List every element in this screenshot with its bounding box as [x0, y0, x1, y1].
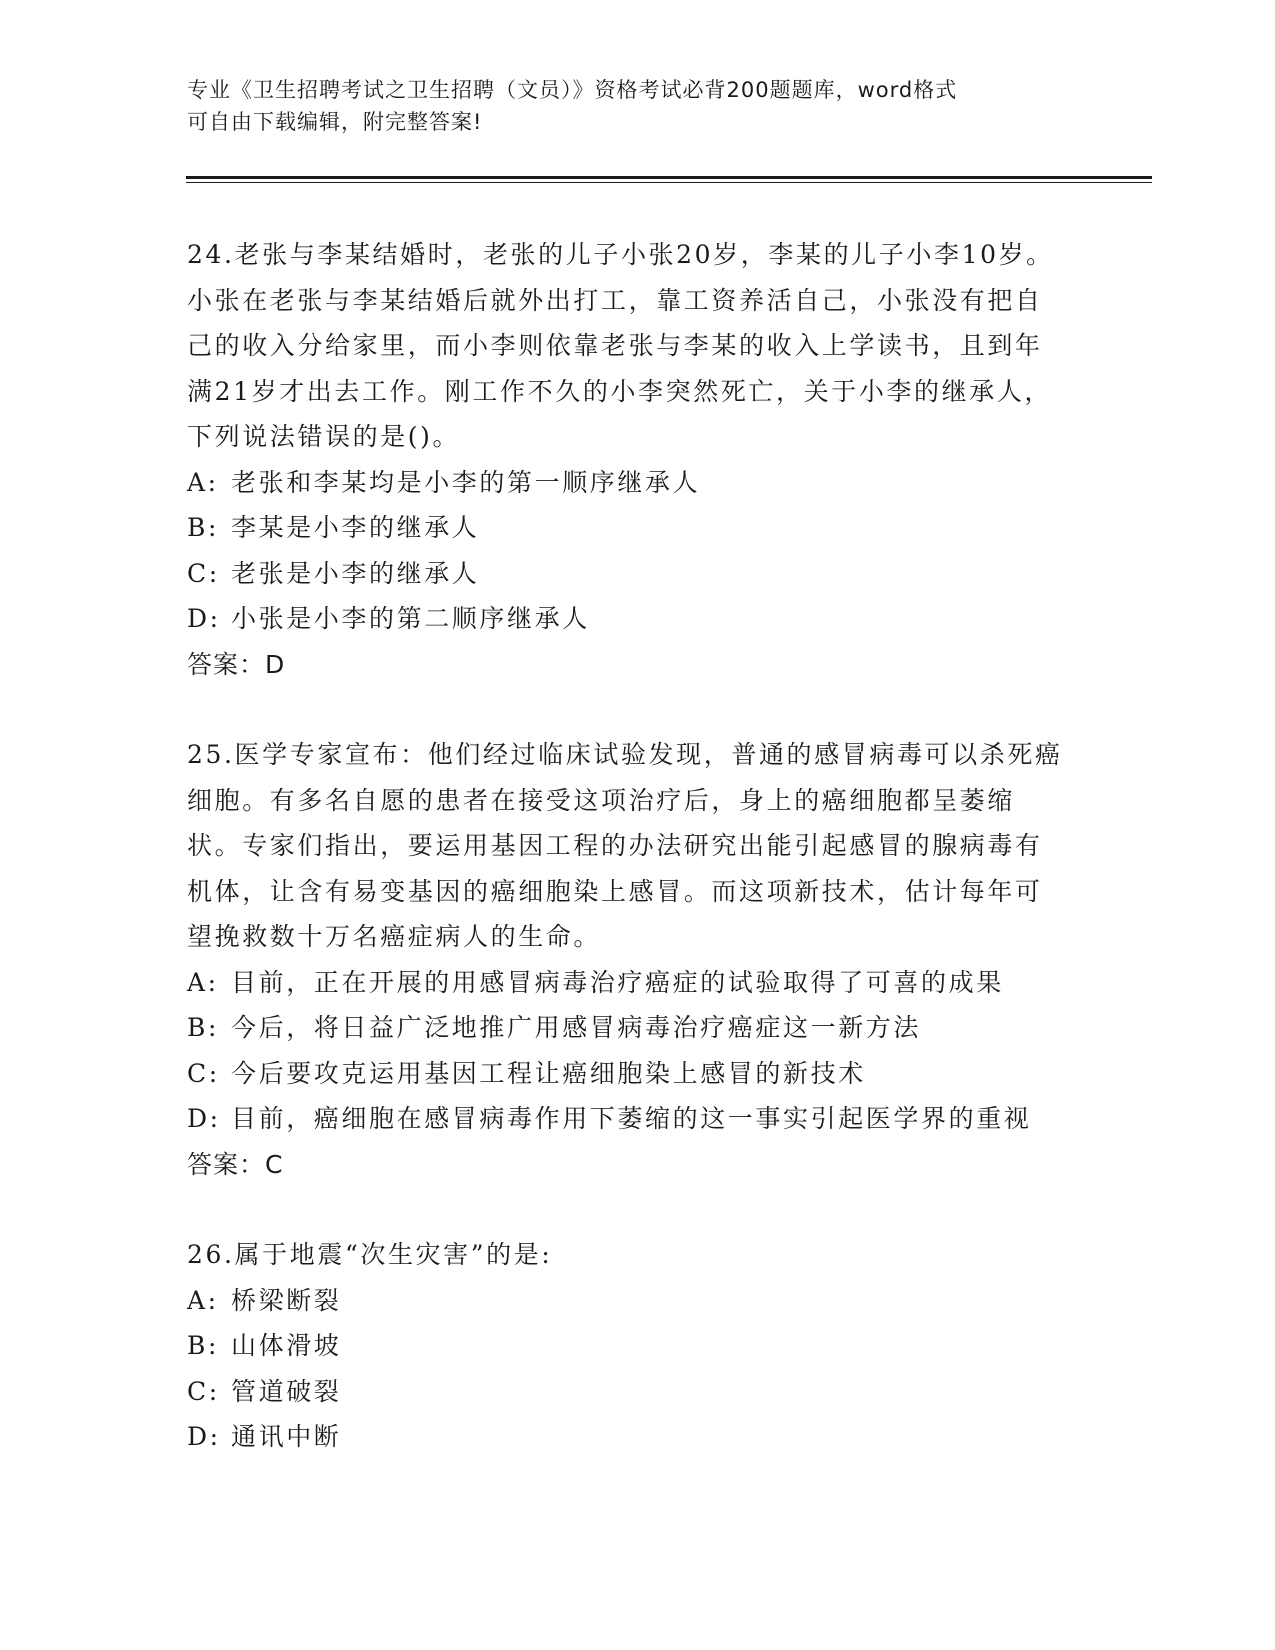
option-letter: B: — [187, 513, 219, 542]
header-divider-thick — [186, 176, 1152, 179]
header-line-2: 可自由下载编辑，附完整答案! — [187, 110, 483, 134]
option-c — [187, 551, 1067, 597]
option-letter: B: — [187, 1013, 219, 1042]
question-26 — [187, 1232, 1067, 1460]
header-divider-thin — [186, 182, 1152, 183]
option-letter: C: — [187, 1376, 220, 1406]
option-a — [187, 460, 1067, 506]
option-a — [187, 1278, 1067, 1324]
option-b — [187, 505, 1067, 551]
option-c — [187, 1051, 1067, 1097]
option-letter: A: — [187, 467, 219, 497]
option-text: 李某是小李的继承人 — [231, 513, 480, 542]
question-stem: 25.医学专家宣布：他们经过临床试验发现，普通的感冒病毒可以杀死癌细胞。有多名自愿的患者在接受这项治疗后，身上的癌细胞都呈萎缩状。专家们指出，要运用基因工程的办法研究出能引起感冒的腺病毒有机体，让含有易变基因的癌细胞染上感冒。而这项新技术，估计每年可望挽救数十万名癌症病人的生命。 — [187, 740, 1063, 951]
option-text: 目前，正在开展的用感冒病毒治疗癌症的试验取得了可喜的成果 — [231, 967, 1004, 997]
option-letter: A: — [187, 1285, 219, 1315]
header-line-1: 专业《卫生招聘考试之卫生招聘（文员）》资格考试必背200题题库，word格式 — [187, 78, 958, 102]
question-stem: 24.老张与李某结婚时，老张的儿子小张20岁，李某的儿子小李10岁。小张在老张与李某结婚后就外出打工，靠工资养活自己，小张没有把自己的收入分给家里，而小李则依靠老张与李某的收入上学读书，且到年满21岁才出去工作。刚工作不久的小李突然死亡，关于小李的继承人，下列说法错误的是()。 — [187, 240, 1054, 451]
option-letter: D: — [187, 604, 221, 633]
option-b — [187, 1005, 1067, 1051]
option-a — [187, 960, 1067, 1006]
option-letter: B: — [187, 1331, 219, 1360]
option-letter: C: — [187, 558, 220, 588]
option-text: 通讯中断 — [231, 1422, 342, 1451]
option-c — [187, 1369, 1067, 1415]
option-d — [187, 596, 1067, 642]
option-letter: C: — [187, 1058, 220, 1088]
answer-label: 答案：D — [187, 649, 286, 679]
option-text: 目前，癌细胞在感冒病毒作用下萎缩的这一事实引起医学界的重视 — [231, 1104, 1032, 1133]
option-letter: D: — [187, 1422, 221, 1451]
option-b — [187, 1323, 1067, 1369]
option-d — [187, 1414, 1067, 1460]
question-25 — [187, 732, 1067, 1187]
option-text: 老张是小李的继承人 — [231, 558, 480, 588]
option-text: 老张和李某均是小李的第一顺序继承人 — [231, 467, 701, 497]
question-stem: 26.属于地震“次生灾害”的是: — [187, 1240, 553, 1269]
option-text: 桥梁断裂 — [231, 1285, 342, 1315]
answer-label: 答案：C — [187, 1149, 284, 1179]
option-text: 今后，将日益广泛地推广用感冒病毒治疗癌症这一新方法 — [231, 1013, 922, 1042]
option-text: 今后要攻克运用基因工程让癌细胞染上感冒的新技术 — [231, 1058, 866, 1088]
question-24 — [187, 232, 1067, 687]
option-letter: A: — [187, 967, 219, 997]
option-text: 山体滑坡 — [231, 1331, 342, 1360]
option-d — [187, 1096, 1067, 1142]
option-text: 小张是小李的第二顺序继承人 — [231, 604, 590, 633]
option-letter: D: — [187, 1104, 221, 1133]
option-text: 管道破裂 — [231, 1376, 342, 1406]
document-header — [187, 74, 1067, 138]
